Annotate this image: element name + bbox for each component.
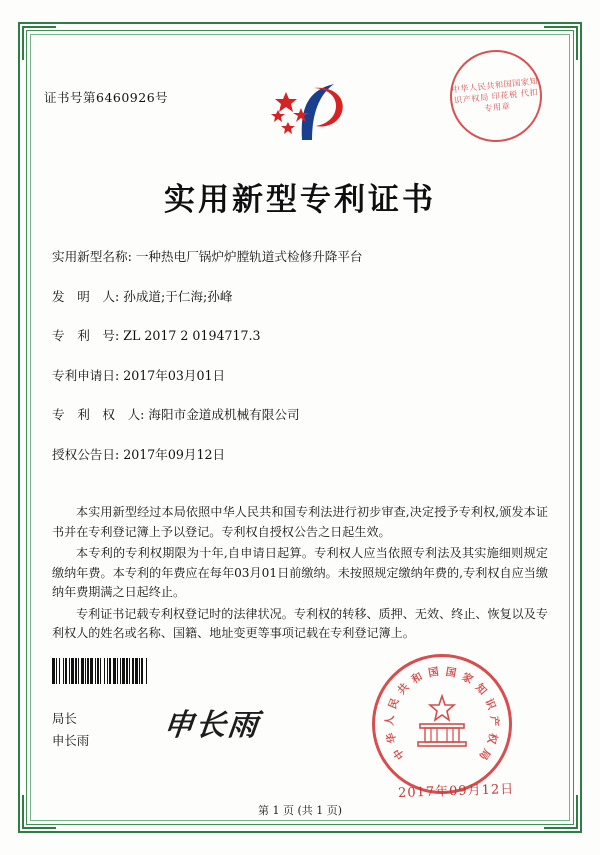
field-row-grant-date — [52, 444, 552, 463]
cnipa-logo-icon — [242, 78, 372, 148]
field-label: 专利申请日: — [52, 367, 120, 383]
national-office-seal — [372, 654, 512, 794]
field-label: 授权公告日: — [52, 446, 120, 462]
field-label: 专 利 权 人: — [52, 407, 145, 422]
barcode — [52, 658, 244, 684]
field-value: 2017年09月12日 — [123, 446, 226, 462]
field-label: 专 利 号: — [52, 328, 120, 343]
field-value: 2017年03月01日 — [123, 367, 226, 383]
field-row-application-date — [52, 365, 552, 384]
paragraph-3: 专利证书记载专利权登记时的法律状况。专利权的转移、质押、无效、终止、恢复以及专利权人的姓名或名称、国籍、地址变更等事项记载在专利登记簿上。 — [52, 606, 548, 640]
seal-date: 2017年09月12日 — [397, 781, 515, 802]
field-value: 孙成道;于仁海;孙峰 — [123, 288, 233, 304]
signature-name: 申长雨 — [52, 733, 90, 748]
field-value: 海阳市金道成机械有限公司 — [148, 407, 300, 422]
certificate-content — [44, 50, 556, 817]
field-row-patent-number — [52, 325, 552, 344]
emblem-icon — [404, 694, 480, 754]
field-label: 实用新型名称: — [52, 249, 132, 264]
field-value: 一种热电厂锅炉炉膛轨道式检修升降平台 — [135, 249, 363, 264]
field-value: ZL 2017 2 0194717.3 — [123, 328, 261, 343]
signature-block — [52, 708, 89, 752]
field-row-name — [52, 246, 552, 265]
field-label: 发 明 人: — [52, 288, 120, 304]
certificate-number: 证书号第6460926号 — [44, 90, 169, 105]
field-list — [52, 246, 552, 483]
tax-stamp-seal-text: 中华人民共和国国家知识产权局 印花税 代扣专用章 — [451, 75, 539, 113]
paragraph-1: 本实用新型经过本局依照中华人民共和国专利法进行初步审查,决定授予专利权,颁发本证书并在专利登记簿上予以登记。专利权自授权公告之日起生效。 — [52, 505, 548, 539]
national-office-seal-text: 中 华 人 民 共 和 国 国 家 知 识 产 权 局 — [383, 665, 501, 762]
page-footer: 第 1 页 (共 1 页) — [257, 804, 343, 817]
handwritten-signature: 申长雨 — [161, 708, 262, 743]
signature-title: 局长 — [52, 711, 77, 726]
page-title: 实用新型专利证书 — [164, 182, 436, 218]
field-row-patentee — [52, 404, 552, 423]
tax-stamp-seal — [441, 41, 550, 150]
legal-body-text — [52, 503, 548, 646]
field-row-inventor — [52, 286, 552, 305]
paragraph-2: 本专利的专利权期限为十年,自申请日起算。专利权人应当依照专利法及其实施细则规定缴纳年费。本专利的年费应在每年03月01日前缴纳。未按照规定缴纳年费的,专利权自应当缴纳年费期满之日起终止。 — [52, 546, 548, 599]
